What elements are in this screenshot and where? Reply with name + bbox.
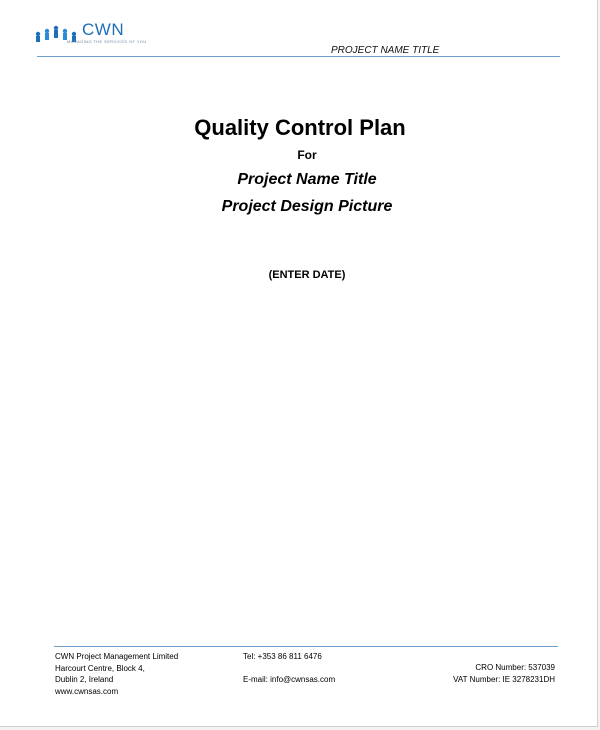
document-title: Quality Control Plan	[194, 115, 406, 140]
project-design-picture: Project Design Picture	[221, 198, 393, 215]
footer-telephone: Tel: +353 86 811 6476	[243, 652, 322, 661]
footer-website-link[interactable]: www.cwnsas.com	[55, 686, 119, 696]
footer-address-line1: Harcourt Centre, Block 4,	[55, 663, 145, 673]
document-date: (ENTER DATE)	[268, 269, 346, 281]
footer-registration	[453, 662, 555, 685]
footer-cro-number: CRO Number: 537039	[475, 663, 555, 672]
header-divider	[37, 56, 560, 57]
project-name: Project Name Title	[237, 171, 377, 188]
logo-tagline: MANAGING THE SERVICES OF YOU	[67, 39, 147, 44]
header-project-title: PROJECT NAME TITLE	[331, 45, 440, 56]
footer-divider	[54, 646, 558, 647]
document-for-label: For	[297, 148, 317, 162]
company-logo	[33, 20, 163, 48]
logo-text: CWN	[82, 20, 125, 39]
footer-email-link[interactable]: E-mail: info@cwnsas.com	[243, 675, 336, 684]
footer-address-line2: Dublin 2, Ireland	[55, 675, 114, 684]
footer-company-address	[55, 651, 178, 697]
footer-vat-number: VAT Number: IE 3278231DH	[453, 674, 555, 684]
footer-company-name: CWN Project Management Limited	[55, 652, 179, 661]
